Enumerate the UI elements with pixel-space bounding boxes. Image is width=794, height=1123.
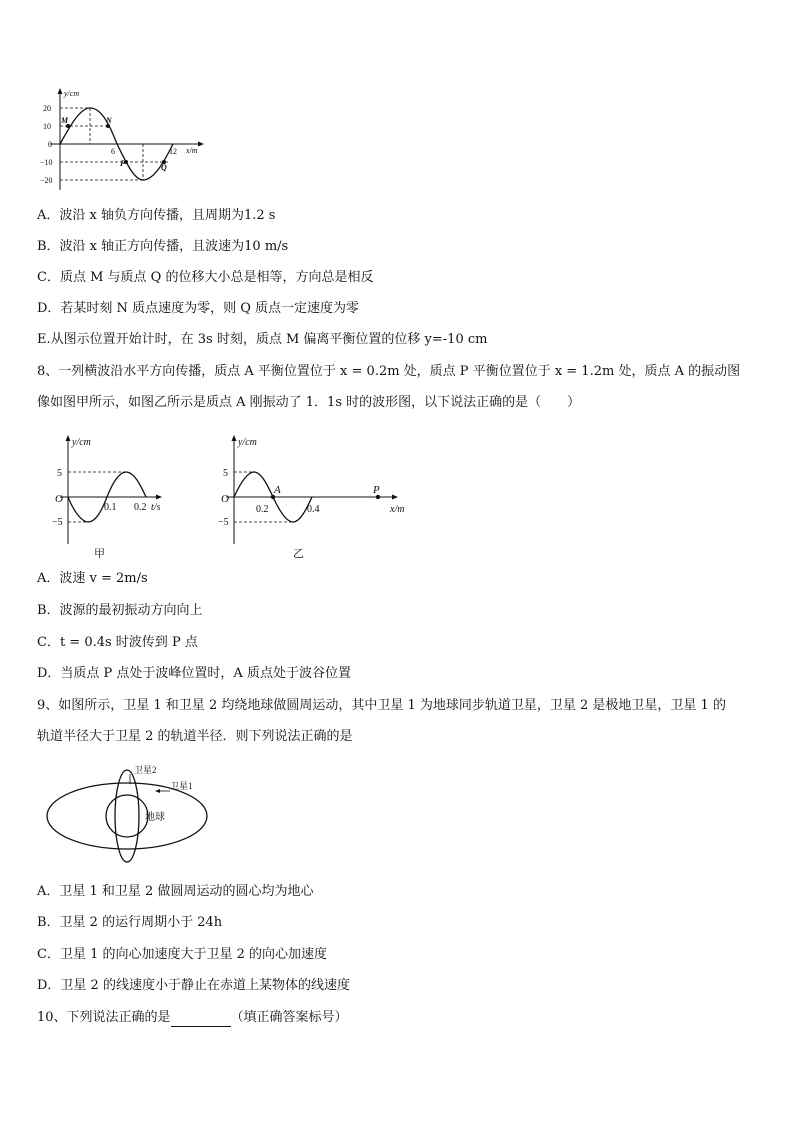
tick-x-6: 6 — [111, 147, 115, 156]
q10-stem — [37, 1009, 348, 1027]
tick-y-0: 0 — [48, 140, 52, 149]
tick-y-10: 10 — [43, 122, 51, 131]
fig-a-caption: 甲 — [94, 548, 105, 560]
fig-a-tick-02: 0.2 — [134, 502, 147, 513]
fig-a-tick-neg5: −5 — [52, 517, 63, 528]
q8-option-b: B．波源的最初振动方向向上 — [37, 603, 203, 618]
fig-a-x-label: t/s — [151, 502, 161, 513]
q7-option-a: A．波沿 x 轴负方向传播，且周期为1.2 s — [37, 208, 276, 223]
q7-option-d: D．若某时刻 N 质点速度为零，则 Q 质点一定速度为零 — [37, 301, 359, 316]
orbit-figure-q9 — [42, 760, 222, 864]
fig-b-tick-02: 0.2 — [256, 504, 269, 515]
q9-option-c: C．卫星 1 的向心加速度大于卫星 2 的向心加速度 — [37, 947, 328, 962]
label-sat1: 卫星1 — [170, 781, 193, 791]
q9-option-b: B．卫星 2 的运行周期小于 24h — [37, 915, 223, 930]
q9-stem-line2: 轨道半径大于卫星 2 的轨道半径．则下列说法正确的是 — [37, 729, 353, 744]
tick-y-20: 20 — [43, 104, 51, 113]
wave-figure-q7 — [40, 86, 210, 196]
tick-y-neg20: −20 — [40, 176, 53, 185]
orbit-sat2 — [115, 770, 139, 862]
earth-icon — [106, 795, 148, 837]
label-n: N — [106, 116, 112, 125]
q8-option-a: A．波速 v = 2m/s — [37, 571, 148, 586]
q10-stem-before: 10、下列说法正确的是 — [37, 1010, 171, 1025]
fig-a-y-label: y/cm — [72, 437, 91, 448]
label-m: M — [61, 116, 69, 125]
fig-b-origin: O — [221, 493, 229, 505]
q8-stem-line1: 8、一列横波沿水平方向传播，质点 A 平衡位置位于 x = 0.2m 处，质点 P 平衡位置位于 x = 1.2m 处，质点 A 的振动图 — [37, 364, 741, 379]
y-axis-label: y/cm — [64, 89, 80, 98]
label-p: P — [120, 159, 125, 168]
fig-b-caption: 乙 — [293, 548, 304, 560]
fig-b-y-label: y/cm — [238, 437, 257, 448]
fig-b-tick-neg5: −5 — [218, 517, 229, 528]
label-q: Q — [161, 163, 167, 172]
fig-b-tick-5: 5 — [223, 468, 228, 479]
waveform-figure-b — [218, 432, 418, 562]
q7-option-b: B．波沿 x 轴正方向传播，且波速为10 m/s — [37, 239, 289, 254]
fig-b-tick-04: 0.4 — [307, 504, 320, 515]
q8-option-d: D．当质点 P 点处于波峰位置时，A 质点处于波谷位置 — [37, 666, 351, 681]
tick-y-neg10: −10 — [40, 158, 53, 167]
x-axis-label: x/m — [186, 146, 198, 155]
tick-x-12: 12 — [169, 147, 177, 156]
fig-a-tick-01: 0.1 — [104, 502, 117, 513]
fig-a-origin: O — [55, 493, 63, 505]
label-earth: 地球 — [145, 812, 165, 823]
q8-stem-line2: 像如图甲所示，如图乙所示是质点 A 刚振动了 1．1s 时的波形图，以下说法正确的是（ ） — [37, 395, 581, 410]
label-sat2: 卫星2 — [134, 765, 157, 775]
q7-option-e: E.从图示位置开始计时，在 3s 时刻，质点 M 偏离平衡位置的位移 y=-10 cm — [37, 332, 488, 347]
q7-option-c: C．质点 M 与质点 Q 的位移大小总是相等，方向总是相反 — [37, 270, 374, 285]
fig-b-x-label: x/m — [390, 504, 405, 515]
q9-option-d: D．卫星 2 的线速度小于静止在赤道上某物体的线速度 — [37, 978, 350, 993]
vibration-figure-a — [50, 432, 180, 562]
q10-stem-after: （填正确答案标号） — [230, 1010, 348, 1025]
q9-stem-line1: 9、如图所示，卫星 1 和卫星 2 均绕地球做圆周运动，其中卫星 1 为地球同步轨道卫星，卫星 2 是极地卫星，卫星 1 的 — [37, 698, 726, 713]
orbit-sat1 — [47, 783, 207, 849]
fig-b-label-p: P — [373, 484, 380, 496]
fig-b-label-a: A — [274, 484, 281, 496]
q8-option-c: C．t = 0.4s 时波传到 P 点 — [37, 635, 198, 650]
q9-option-a: A．卫星 1 和卫星 2 做圆周运动的圆心均为地心 — [37, 884, 314, 899]
q10-answer-blank[interactable] — [171, 1013, 231, 1027]
fig-a-tick-5: 5 — [57, 468, 62, 479]
